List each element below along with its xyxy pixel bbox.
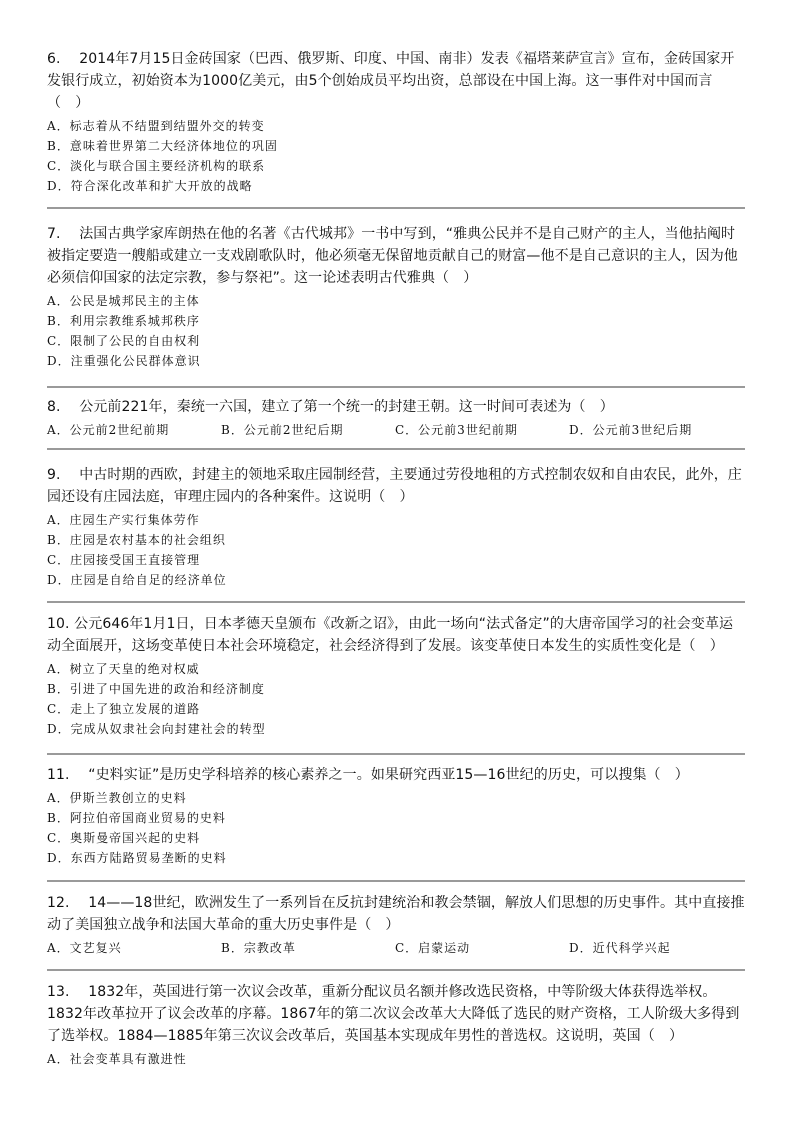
option-a: A．庄园生产实行集体劳作 [47, 513, 200, 527]
options-row [47, 420, 745, 440]
option-c: C．庄园接受国王直接管理 [47, 553, 201, 567]
option-d: D．公元前3世纪后期 [569, 423, 693, 437]
option-b: B．意味着世界第二大经济体地位的巩固 [47, 139, 278, 153]
option-b: B．阿拉伯帝国商业贸易的史料 [47, 811, 226, 825]
section-divider [47, 207, 745, 209]
option-c: C．淡化与联合国主要经济机构的联系 [47, 159, 266, 173]
option-c: C．公元前3世纪前期 [395, 423, 518, 437]
option-c: C．奥斯曼帝国兴起的史料 [47, 831, 201, 845]
section-divider [47, 753, 745, 755]
option-d: D．近代科学兴起 [569, 941, 671, 955]
question-11 [47, 764, 745, 868]
option-b: B．利用宗教维系城邦秩序 [47, 314, 200, 328]
option-d: D．东西方陆路贸易垄断的史料 [47, 851, 227, 865]
option-b: B．宗教改革 [221, 941, 296, 955]
question-stem: 10. 公元646年1月1日，日本孝德天皇颁布《改新之诏》，由此一场向“法式备定”的大唐帝国学习的社会变革运动全面展开，这场变革使日本社会环境稳定，社会经济得到了发展。该变革使日本发生的实质性变化是（ ） [47, 616, 734, 654]
question-stem: 8. 公元前221年，秦统一六国，建立了第一个统一的封建王朝。这一时间可表述为（ ） [47, 399, 614, 415]
option-d: D．庄园是自给自足的经济单位 [47, 573, 227, 587]
option-b: B．引进了中国先进的政治和经济制度 [47, 682, 265, 696]
option-b: B．公元前2世纪后期 [221, 423, 344, 437]
option-a: A．公民是城邦民主的主体 [47, 294, 200, 308]
question-9 [47, 464, 745, 590]
question-12 [47, 892, 745, 958]
option-c: C．启蒙运动 [395, 941, 471, 955]
option-b: B．庄园是农村基本的社会组织 [47, 533, 226, 547]
section-divider [47, 969, 745, 971]
question-13 [47, 981, 745, 1069]
option-a: A．文艺复兴 [47, 941, 122, 955]
question-stem: 11. “史料实证”是历史学科培养的核心素养之一。如果研究西亚15—16世纪的历史，可以搜集（ ） [47, 767, 689, 783]
section-divider [47, 448, 745, 450]
option-d: D．符合深化改革和扩大开放的战略 [47, 179, 253, 193]
option-c: C．走上了独立发展的道路 [47, 702, 201, 716]
question-stem: 12. 14——18世纪，欧洲发生了一系列旨在反抗封建统治和教会禁锢，解放人们思想的历史事件。其中直接推动了美国独立战争和法国大革命的重大历史事件是（ ） [47, 895, 745, 933]
section-divider [47, 386, 745, 388]
options-row [47, 938, 745, 958]
section-divider [47, 601, 745, 603]
question-6 [47, 48, 745, 196]
option-a: A．社会变革具有激进性 [47, 1052, 187, 1066]
option-a: A．标志着从不结盟到结盟外交的转变 [47, 119, 265, 133]
option-d: D．完成从奴隶社会向封建社会的转型 [47, 722, 266, 736]
question-7 [47, 223, 745, 371]
option-a: A．伊斯兰教创立的史料 [47, 791, 187, 805]
section-divider [47, 880, 745, 882]
question-10 [47, 613, 745, 739]
question-stem: 7. 法国古典学家库朗热在他的名著《古代城邦》一书中写到，“雅典公民并不是自己财产的主人，当他拈阄时被指定要造一艘船或建立一支戏剧歌队时，他必须毫无保留地贡献自己的财富—他不是自己意识的主人，因为他必须信仰国家的法定宗教，参与祭祀”。这一论述表明古代雅典（ ） [47, 226, 738, 286]
option-a: A．公元前2世纪前期 [47, 423, 170, 437]
option-d: D．注重强化公民群体意识 [47, 354, 201, 368]
question-stem: 9. 中古时期的西欧，封建主的领地采取庄园制经营，主要通过劳役地租的方式控制农奴和自由农民，此外，庄园还设有庄园法庭，审理庄园内的各种案件。这说明（ ） [47, 467, 742, 505]
option-a: A．树立了天皇的绝对权威 [47, 662, 200, 676]
option-c: C．限制了公民的自由权利 [47, 334, 201, 348]
question-stem: 6. 2014年7月15日金砖国家（巴西、俄罗斯、印度、中国、南非）发表《福塔莱萨宣言》宣布，金砖国家开发银行成立，初始资本为1000亿美元，由5个创始成员平均出资，总部设在中国上海。这一事件对中国而言（ ） [47, 51, 735, 111]
question-stem: 13. 1832年，英国进行第一次议会改革，重新分配议员名额并修改选民资格，中等阶级大体获得选举权。1832年改革拉开了议会改革的序幕。1867年的第二次议会改革大大降低了选民的财产资格，工人阶级大多得到了选举权。1884—1885年第三次议会改革后，英国基本实现成年男性的普选权。这说明，英国（ ） [47, 984, 740, 1044]
question-8 [47, 396, 745, 440]
